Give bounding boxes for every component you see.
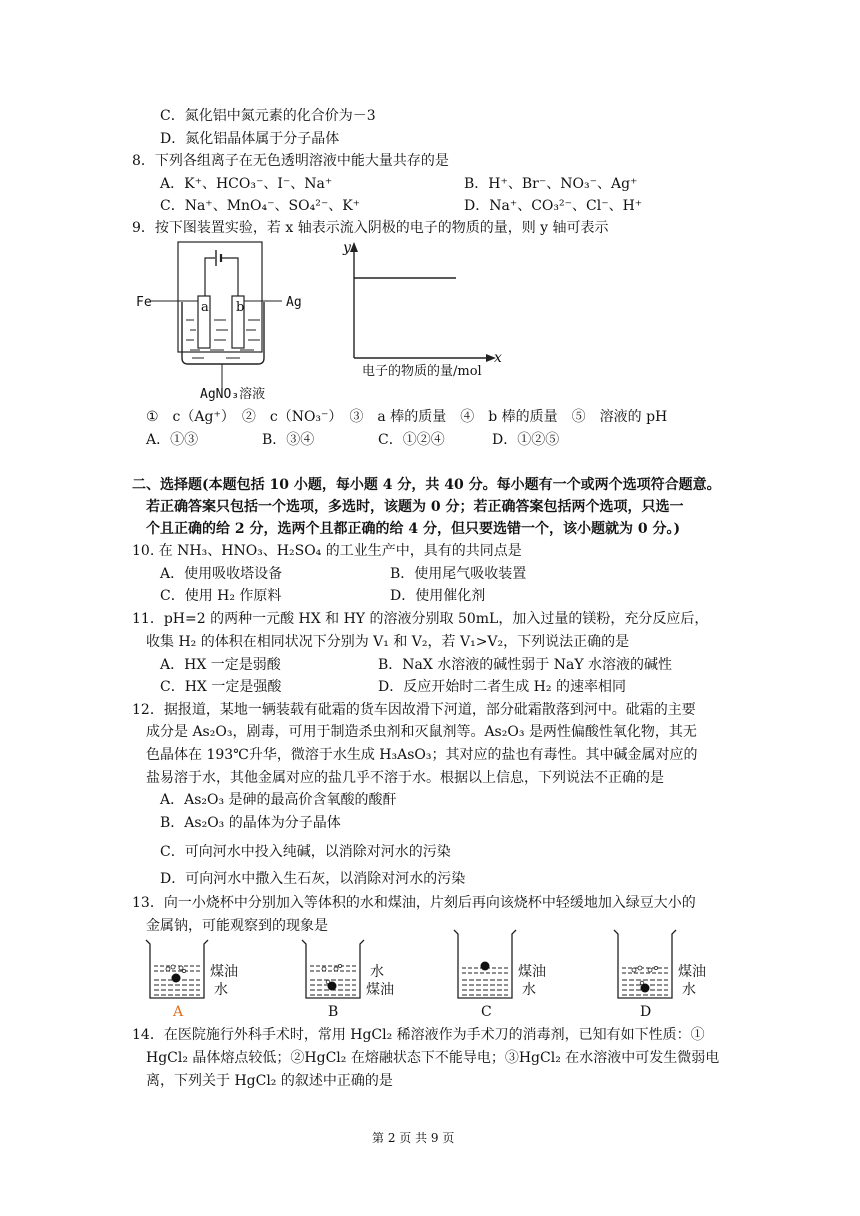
q12-option-b: B．As₂O₃ 的晶体为分子晶体 <box>160 815 341 831</box>
graph-xaxis-title: 电子的物质的量/mol <box>362 364 482 379</box>
beaker-d-diagram <box>612 928 682 1004</box>
q7-option-c: C．氮化铝中氮元素的化合价为－3 <box>160 108 376 124</box>
beaker-b-diagram <box>300 938 370 1004</box>
solution-label: AgNO₃溶液 <box>200 387 266 402</box>
section2-line2: 若正确答案只包括一个选项，多选时，该题为 0 分；若正确答案包括两个选项，只选一 <box>146 499 684 515</box>
beaker-a-option-label: A <box>173 1004 184 1020</box>
q11-stem-2: 收集 H₂ 的体积在相同状况下分别为 V₁ 和 V₂，若 V₁>V₂，下列说法正确的是 <box>146 634 630 650</box>
page-footer: 第 2 页 共 9 页 <box>372 1131 455 1145</box>
q8-option-b: B．H⁺、Br⁻、NO₃⁻、Ag⁺ <box>464 176 638 192</box>
q9-option-a: A．①③ <box>146 432 199 448</box>
rod-b-label: b <box>236 300 245 315</box>
electrode-fe-label: Fe <box>136 295 152 310</box>
beaker-a-top-label: 煤油 <box>210 964 238 980</box>
q9-option-d: D．①②⑤ <box>492 432 560 448</box>
beaker-c-option-label: C <box>481 1004 492 1020</box>
q9-option-c: C．①②④ <box>378 432 445 448</box>
q8-stem: 8．下列各组离子在无色透明溶液中能大量共存的是 <box>132 153 449 169</box>
q14-line3: 离，下列关于 HgCl₂ 的叙述中正确的是 <box>146 1073 393 1089</box>
electron-graph <box>340 240 510 370</box>
q14-line2: HgCl₂ 晶体熔点较低；②HgCl₂ 在熔融状态下不能导电；③HgCl₂ 在水溶液中可发生微弱电 <box>146 1050 720 1066</box>
beaker-d-bottom-label: 水 <box>682 982 696 998</box>
q14-line1: 14．在医院施行外科手术时，常用 HgCl₂ 稀溶液作为手术刀的消毒剂，已知有如下性质：① <box>132 1027 705 1043</box>
beaker-c-bottom-label: 水 <box>522 982 536 998</box>
q11-option-b: B．NaX 水溶液的碱性弱于 NaY 水溶液的碱性 <box>378 657 673 673</box>
q9-stem: 9．按下图装置实验，若 x 轴表示流入阴极的电子的物质的量，则 y 轴可表示 <box>132 220 609 236</box>
beaker-b-top-label: 水 <box>370 964 384 980</box>
section2-line1: 二、选择题(本题包括 10 小题，每小题 4 分，共 40 分。每小题有一个或两个选项符合题意。 <box>132 477 721 493</box>
beaker-d-option-label: D <box>640 1004 652 1020</box>
beaker-a-diagram <box>144 938 214 1004</box>
rod-a-label: a <box>201 300 209 315</box>
q12-line4: 盐易溶于水，其他金属对应的盐几乎不溶于水。根据以上信息，下列说法不正确的是 <box>146 770 664 786</box>
q12-option-d: D．可向河水中撒入生石灰，以消除对河水的污染 <box>160 871 466 887</box>
q10-option-c: C．使用 H₂ 作原料 <box>160 588 282 604</box>
beaker-c-top-label: 煤油 <box>518 964 546 980</box>
q9-option-b: B．③④ <box>262 432 315 448</box>
beaker-a-bottom-label: 水 <box>214 982 228 998</box>
graph-x-label: x <box>494 350 502 366</box>
q10-stem: 10. 在 NH₃、HNO₃、H₂SO₄ 的工业生产中，具有的共同点是 <box>132 543 522 559</box>
q11-option-c: C．HX 一定是强酸 <box>160 679 282 695</box>
beaker-c-diagram <box>452 928 522 1004</box>
beaker-d-top-label: 煤油 <box>678 964 706 980</box>
q12-option-c: C．可向河水中投入纯碱，以消除对河水的污染 <box>160 844 451 860</box>
q7-option-d: D．氮化铝晶体属于分子晶体 <box>160 131 340 147</box>
q8-option-a: A．K⁺、HCO₃⁻、I⁻、Na⁺ <box>160 176 333 192</box>
q11-stem-1: 11．pH=2 的两种一元酸 HX 和 HY 的溶液分别取 50mL，加入过量的镁粉，充分反应后， <box>132 611 709 627</box>
q13-line2: 金属钠，可能观察到的现象是 <box>146 918 328 934</box>
q10-option-a: A．使用吸收塔设备 <box>160 566 283 582</box>
beaker-b-option-label: B <box>328 1004 339 1020</box>
beaker-b-bottom-label: 煤油 <box>366 982 394 998</box>
q10-option-d: D．使用催化剂 <box>390 588 486 604</box>
q11-option-a: A．HX 一定是弱酸 <box>160 657 281 673</box>
q12-line3: 色晶体在 193℃升华，微溶于水生成 H₃AsO₃；其对应的盐也有毒性。其中碱金属对应的 <box>146 747 698 763</box>
graph-y-label: y <box>343 240 351 256</box>
section2-line3: 个且正确的给 2 分，选两个且都正确的给 4 分，但只要选错一个，该小题就为 0 分。) <box>146 521 681 537</box>
q11-option-d: D．反应开始时二者生成 H₂ 的速率相同 <box>378 679 626 695</box>
electrode-ag-label: Ag <box>286 295 302 310</box>
q9-items: ① c（Ag⁺） ② c（NO₃⁻） ③ a 棒的质量 ④ b 棒的质量 ⑤ 溶液的 pH <box>146 409 668 425</box>
q10-option-b: B．使用尾气吸收装置 <box>390 566 527 582</box>
q8-option-c: C．Na⁺、MnO₄⁻、SO₄²⁻、K⁺ <box>160 198 361 214</box>
electrolysis-apparatus-diagram <box>130 240 320 400</box>
q8-option-d: D．Na⁺、CO₃²⁻、Cl⁻、H⁺ <box>464 198 643 214</box>
q12-option-a: A．As₂O₃ 是砷的最高价含氧酸的酸酐 <box>160 792 397 808</box>
q12-line1: 12．据报道，某地一辆装载有砒霜的货车因故滑下河道，部分砒霜散落到河中。砒霜的主要 <box>132 702 696 718</box>
q12-line2: 成分是 As₂O₃，剧毒，可用于制造杀虫剂和灭鼠剂等。As₂O₃ 是两性偏酸性氧化物，其无 <box>146 724 697 740</box>
q13-line1: 13．向一小烧杯中分别加入等体积的水和煤油，片刻后再向该烧杯中轻缓地加入绿豆大小的 <box>132 895 696 911</box>
